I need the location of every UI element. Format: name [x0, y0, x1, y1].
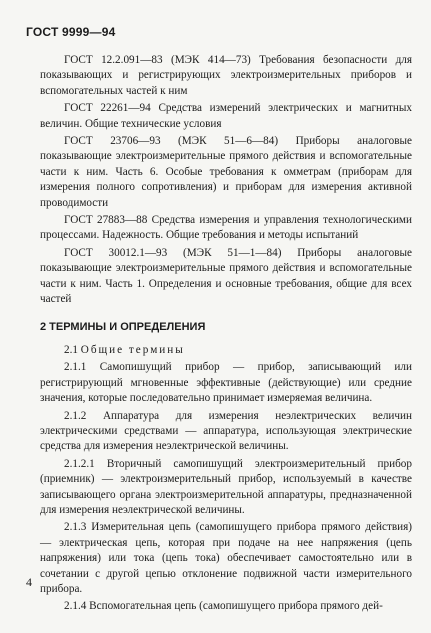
reference-gost-12-2-091: ГОСТ 12.2.091—83 (МЭК 414—73) Требования безопасности для показывающих и регистрирующих электроизмерительных приборов и вспомогательных частей к ним [40, 54, 412, 97]
reference-gost-27883: ГОСТ 27883—88 Средства измерения и управления технологическими процессами. Надежность. Общие требования и методы испытаний [40, 214, 412, 242]
subsection-heading [40, 343, 412, 358]
page-body [40, 53, 412, 617]
reference-gost-30012-1: ГОСТ 30012.1—93 (МЭК 51—1—84) Приборы аналоговые показывающие электроизмерительные прямого действия и вспомогательные части к ним. Часть 1. Определения и основные требования, общие для всех частей [40, 246, 412, 306]
reference-gost-23706: ГОСТ 23706—93 (МЭК 51—6—84) Приборы аналоговые показывающие электроизмерительные прямого действия и вспомогательные части к ним. Часть 6. Особые требования к омметрам (приборам для измерения полного сопротивления) и приборам для измерения активной проводимости [40, 135, 412, 209]
reference-gost-22261: ГОСТ 22261—94 Средства измерений электрических и магнитных величин. Общие технические условия [40, 102, 412, 130]
page-number: 4 [26, 575, 32, 589]
term-paragraph: 2.1.4 Вспомогательная цепь (самопишущего прибора прямого дей- [64, 600, 383, 613]
term-paragraph: 2.1.3 Измерительная цепь (самопишущего прибора прямого действия) — электрическая цепь, которая при подаче на нее напряжения (цепь напряжения) или тока (цепь тока) обеспечивает самостоятельно или в сочетании с другой цепью отклонение подвижной части измерительного прибора. [40, 521, 412, 595]
subsection-number: 2.1 [64, 343, 78, 356]
document-header: ГОСТ 9999—94 [26, 25, 116, 39]
term-paragraph: 2.1.1 Самопишущий прибор — прибор, записывающий или регистрирующий мгновенные эффективные (действующие) или средние значения, которые последовательно принимает измеряемая величина. [40, 361, 412, 405]
term-paragraph: 2.1.2.1 Вторичный самопишущий электроизмерительный прибор (приемник) — электроизмерительный прибор, используемый в качестве записывающего органа электроизмерительной аппаратуры, предназначенной для измерения неэлектрической величины. [40, 457, 412, 516]
term-paragraph: 2.1.2 Аппаратура для измерения неэлектрических величин электрическими средствами — аппаратура, использующая электрические средства для измерения неэлектрической величины. [40, 409, 412, 453]
section-heading: 2 ТЕРМИНЫ И ОПРЕДЕЛЕНИЯ [40, 320, 206, 333]
subsection-title: Общие термины [80, 343, 185, 356]
